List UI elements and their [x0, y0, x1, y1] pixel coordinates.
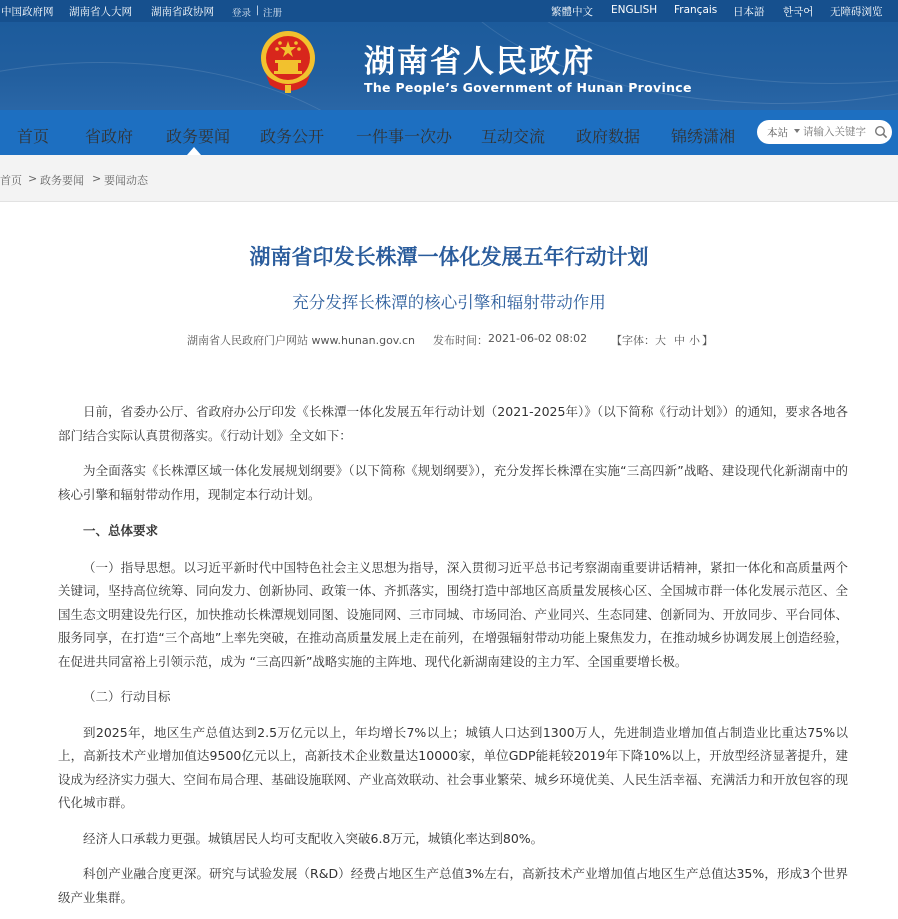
search-icon[interactable]	[874, 125, 888, 139]
article-paragraph: 经济人口承载力更强。城镇居民人均可支配收入突破6.8万元，城镇化率达到80%。	[83, 830, 544, 846]
font-size-close: 】	[702, 334, 713, 347]
nav-item-home[interactable]: 首页	[17, 127, 50, 146]
link-gov-cn[interactable]: 中国政府网	[1, 6, 54, 18]
header-decoration	[0, 62, 402, 110]
breadcrumb-separator: >	[92, 172, 102, 185]
article-source: 湖南省人民政府门户网站 www.hunan.gov.cn	[187, 334, 415, 347]
font-size-small-button[interactable]: 小	[689, 334, 700, 347]
lang-korean[interactable]: 한국어	[783, 6, 814, 18]
publish-time: 2021-06-02 08:02	[488, 332, 588, 345]
site-title[interactable]: 湖南省人民政府	[364, 44, 595, 80]
nav-item-interaction[interactable]: 互动交流	[481, 127, 546, 146]
nav-item-open-affairs[interactable]: 政务公开	[260, 127, 325, 146]
font-size-label: 【字体：	[611, 334, 655, 347]
article-paragraph: 科创产业融合度更深。研究与试验发展（R&D）经费占地区生产总值3%左右，高新技术产业增加值占地区生产总值达35%，形成3个世界级产业集群。	[58, 866, 848, 905]
font-size-large-button[interactable]: 大	[655, 334, 666, 347]
article-paragraph: （二）行动目标	[83, 689, 171, 704]
nav-item-one-thing[interactable]: 一件事一次办	[356, 127, 453, 146]
section-heading: 一、总体要求	[83, 523, 159, 538]
top-utility-bar	[0, 0, 898, 22]
active-nav-indicator	[187, 147, 201, 155]
breadcrumb-news[interactable]: 政务要闻	[40, 174, 84, 187]
search-input[interactable]	[803, 123, 873, 140]
search-scope-dropdown[interactable]: 本站	[767, 127, 788, 139]
article-paragraph: 到2025年，地区生产总值达到2.5万亿元以上，年均增长7%以上；城镇人口达到1300万人，先进制造业增加值占制造业比重达75%以上，高新技术产业增加值达9500亿元以上，高新技术企业数量达10000家，单位GDP能耗较2019年下降10%以上，开放型经济显著提升，建设成为经济实力强大、空间布局合理、基础设施联网、产业高效联动、社会事业繁荣、城乡环境优美、人民生活幸福、充满活力和开放包容的现代化城市群。	[58, 724, 848, 810]
lang-french[interactable]: Français	[674, 4, 718, 16]
breadcrumb-current[interactable]: 要闻动态	[104, 174, 148, 187]
login-register-separator: |	[256, 5, 260, 16]
article-paragraph: （一）指导思想。以习近平新时代中国特色社会主义思想为指导，深入贯彻习近平总书记考察湖南重要讲话精神，紧扣一体化和高质量两个关键词，坚持高位统筹、同向发力、创新协同、政策一体、齐抓落实，围绕打造中部地区高质量发展核心区、全国城市群一体化发展示范区、全国生态文明建设先行区，加快推动长株潭规划同图、设施同网、三市同城、市场同治、产业同兴、生态同建、创新同为、开放同步、平台同体、服务同享，在打造“三个高地”上率先突破，在推动高质量发展上走在前列，在增强辐射带动功能上聚焦发力，在推动城乡协调发展上创造经验，在促进共同富裕上引领示范，成为 “三高四新”战略实施的主阵地、现代化新湖南建设的主力军、全国重要增长极。	[58, 559, 848, 669]
link-npc[interactable]: 湖南省人大网	[69, 6, 132, 18]
national-emblem-icon[interactable]	[258, 27, 318, 95]
nav-item-government[interactable]: 省政府	[85, 127, 134, 146]
site-search	[757, 120, 892, 144]
article-paragraph: 日前，省委办公厅、省政府办公厅印发《长株潭一体化发展五年行动计划（2021-2025年）》（以下简称《行动计划》）的通知，要求各地各部门结合实际认真贯彻落实。《行动计划》全文如下：	[58, 404, 848, 443]
article-body	[58, 400, 848, 909]
nav-item-news[interactable]: 政务要闻	[166, 127, 231, 146]
article-subtitle: 充分发挥长株潭的核心引擎和辐射带动作用	[292, 293, 606, 312]
login-link[interactable]: 登录	[232, 8, 252, 19]
publish-time-label: 发布时间：	[433, 334, 488, 347]
breadcrumb	[0, 155, 898, 202]
breadcrumb-home[interactable]: 首页	[0, 174, 22, 187]
article-paragraph: 为全面落实《长株潭区域一体化发展规划纲要》（以下简称《规划纲要》），充分发挥长株潭在实施“三高四新”战略、建设现代化新湖南中的核心引擎和辐射带动作用，现制定本行动计划。	[58, 463, 848, 502]
nav-item-hunan[interactable]: 锦绣潇湘	[671, 127, 736, 146]
site-subtitle: The People’s Government of Hunan Province	[364, 80, 692, 95]
register-link[interactable]: 注册	[263, 8, 283, 19]
link-cppcc[interactable]: 湖南省政协网	[151, 6, 214, 18]
font-size-medium-button[interactable]: 中	[674, 334, 685, 347]
lang-english[interactable]: ENGLISH	[611, 4, 658, 16]
article-title: 湖南省印发长株潭一体化发展五年行动计划	[249, 245, 649, 269]
chevron-down-icon[interactable]	[794, 129, 800, 133]
breadcrumb-separator: >	[28, 172, 38, 185]
nav-item-data[interactable]: 政府数据	[576, 127, 641, 146]
lang-japanese[interactable]: 日本語	[733, 6, 765, 18]
lang-traditional-chinese[interactable]: 繁體中文	[551, 6, 593, 18]
accessibility-link[interactable]: 无障碍浏览	[830, 6, 883, 18]
